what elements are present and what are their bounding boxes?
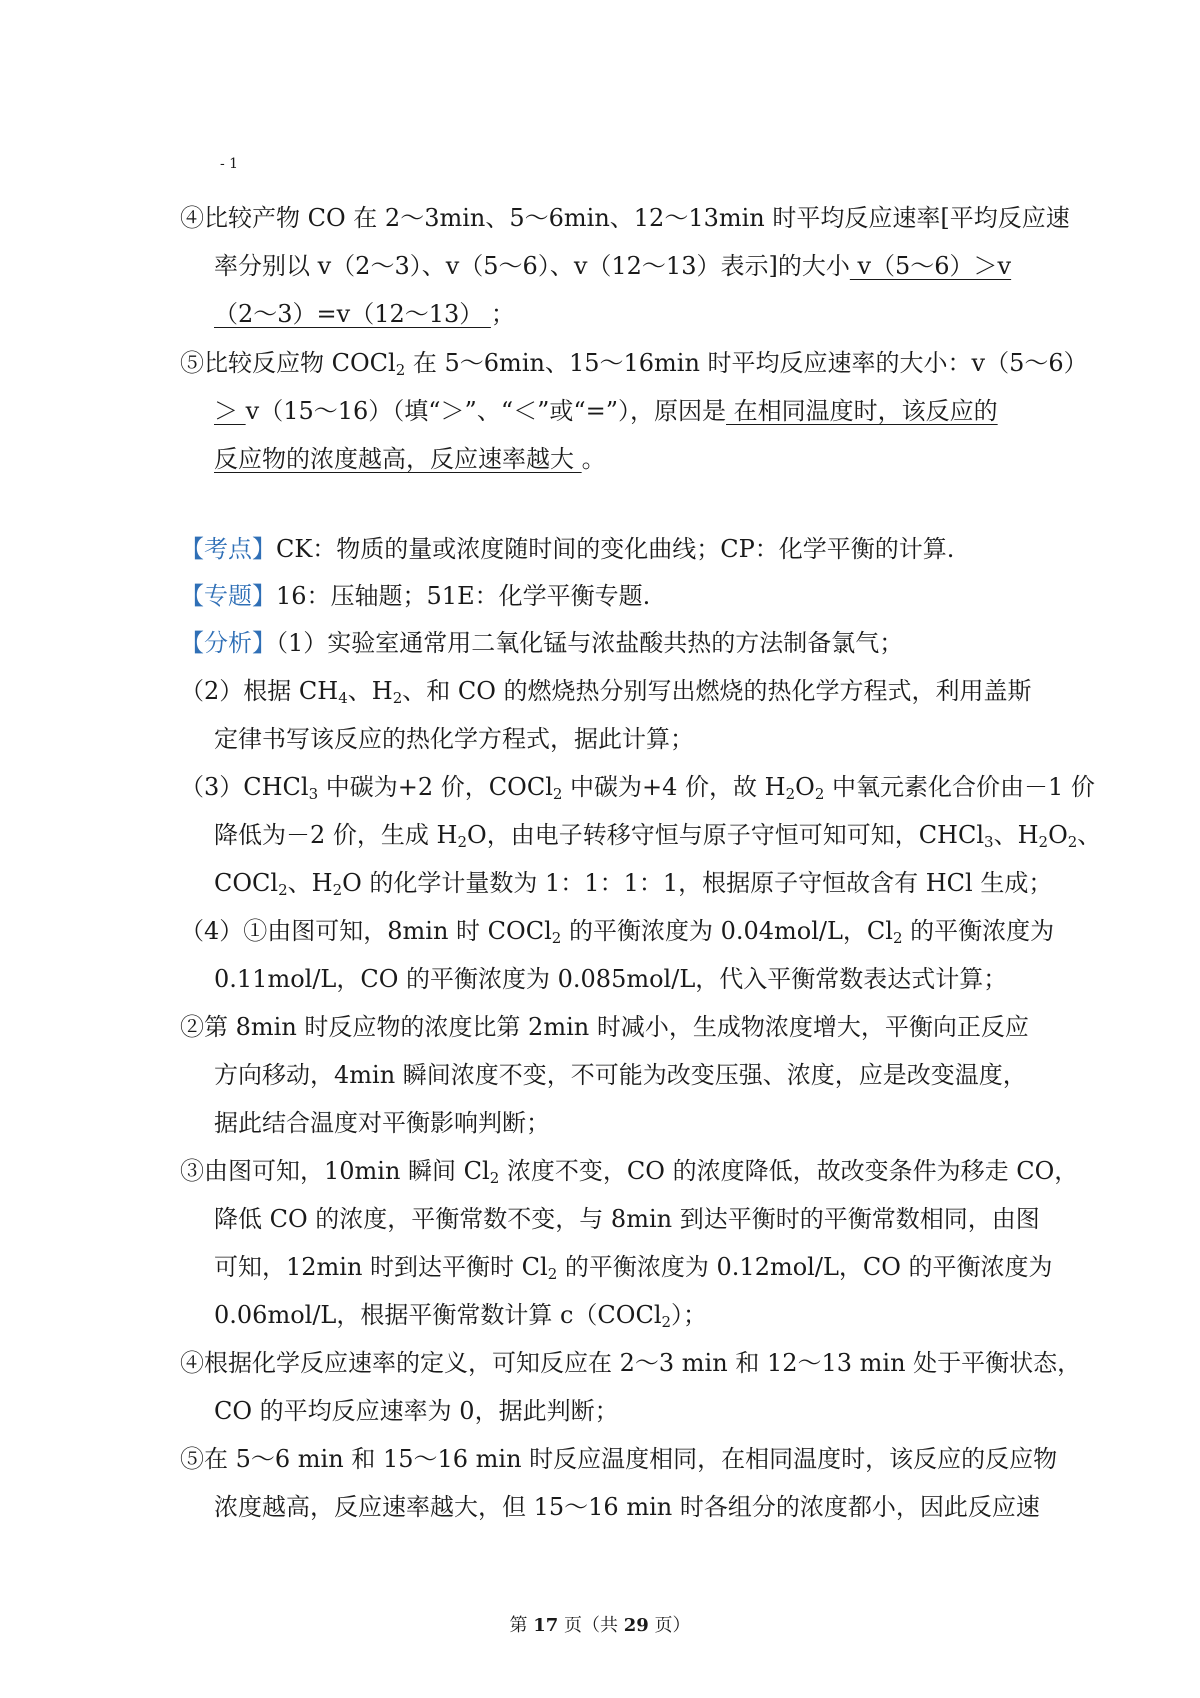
- question-5-line-2: [214, 395, 998, 427]
- text-run: O: [795, 773, 815, 801]
- fenxi-item-7-line-2: CO 的平均反应速率为 0，据此判断；: [214, 1397, 619, 1425]
- text-run: ）；: [671, 1301, 708, 1329]
- question-5-answer-1: ＞: [214, 397, 246, 425]
- text-run: 降低为－2 价，生成 H: [214, 821, 458, 849]
- subscript: 2: [332, 881, 343, 899]
- question-5-answer-2-cont: 反应物的浓度越高，反应速率越大: [214, 445, 582, 473]
- page-fragment: - 1: [220, 156, 239, 172]
- subscript: 2: [395, 361, 406, 379]
- fenxi-item-3-line-3: [214, 867, 1052, 899]
- kaodian-section: [180, 533, 954, 565]
- subscript: 3: [984, 833, 994, 851]
- fenxi-item-6-line-2: 降低 CO 的浓度，平衡常数不变，与 8min 到达平衡时的平衡常数相同，由图: [214, 1205, 1040, 1233]
- fenxi-item-4-line-2: 0.11mol/L，CO 的平衡浓度为 0.085mol/L，代入平衡常数表达式计算；: [214, 965, 1008, 993]
- page-footer: [0, 1614, 1200, 1638]
- text-run: （2）根据 CH: [180, 677, 339, 705]
- text-run: （3）CHCl: [180, 773, 309, 801]
- fenxi-item-5-line-2: 方向移动，4min 瞬间浓度不变，不可能为改变压强、浓度，应是改变温度，: [214, 1061, 1027, 1089]
- zhuanti-text: 16：压轴题；51E：化学平衡专题.: [276, 582, 651, 610]
- subscript: 2: [1038, 833, 1049, 851]
- fenxi-item-3-line-1: [180, 771, 1095, 803]
- footer-text: 页）: [648, 1615, 691, 1636]
- text-run: ⑤比较反应物 COCl: [180, 349, 396, 377]
- text-run: 浓度不变，CO 的浓度降低，故改变条件为移走 CO，: [499, 1157, 1079, 1185]
- subscript: 2: [278, 881, 288, 899]
- subscript: 2: [489, 1169, 500, 1187]
- text-run: 中碳为+4 价，故 H: [562, 773, 786, 801]
- text-run: 的平衡浓度为 0.04mol/L，Cl: [561, 917, 893, 945]
- question-4-answer: v（5～6）＞v: [849, 252, 1012, 280]
- fenxi-item-6-line-3: [214, 1251, 1053, 1283]
- fenxi-item-6-line-1: [180, 1155, 1078, 1187]
- text-run: 可知，12min 时到达平衡时 Cl: [214, 1253, 548, 1281]
- fenxi-item-3-line-2: [214, 819, 1101, 851]
- question-5-end: 。: [581, 445, 606, 473]
- fenxi-item-1: （1）实验室通常用二氧化锰与浓盐酸共热的方法制备氯气；: [276, 629, 904, 657]
- subscript: 2: [392, 689, 403, 707]
- subscript: 3: [308, 785, 319, 803]
- text-run: O 的化学计量数为 1：1：1：1，根据原子守恒故含有 HCl 生成；: [342, 869, 1053, 897]
- question-5-answer-2: 在相同温度时，该反应的: [726, 397, 998, 425]
- kaodian-label: 【考点】: [180, 535, 276, 563]
- question-4-line-3: [214, 298, 515, 330]
- text-run: O，由电子转移守恒与原子守恒可知可知，CHCl: [467, 821, 985, 849]
- question-5-line-3: [214, 443, 606, 475]
- fenxi-item-8-line-2: 浓度越高，反应速率越大，但 15～16 min 时各组分的浓度都小，因此反应速: [214, 1493, 1040, 1521]
- total-pages: 29: [623, 1615, 649, 1636]
- text-run: 在 5～6min、15～16min 时平均反应速率的大小：v（5～6）: [405, 349, 1088, 377]
- fenxi-item-2-line-2: 定律书写该反应的热化学方程式，据此计算；: [214, 725, 694, 753]
- fenxi-item-2-line-1: [180, 675, 1032, 707]
- subscript: 2: [785, 785, 796, 803]
- fenxi-label: 【分析】: [180, 629, 276, 657]
- subscript: 2: [547, 1265, 558, 1283]
- text-run: 的平衡浓度为: [902, 917, 1055, 945]
- subscript: 2: [1067, 833, 1078, 851]
- subscript: 2: [661, 1313, 672, 1331]
- question-5-text: v（15～16）（填“＞”、“＜”或“=”），原因是: [245, 397, 727, 425]
- fenxi-item-5-line-1: ②第 8min 时反应物的浓度比第 2min 时减小，生成物浓度增大，平衡向正反应: [180, 1013, 1029, 1041]
- text-run: ③由图可知，10min 瞬间 Cl: [180, 1157, 490, 1185]
- subscript: 2: [552, 785, 563, 803]
- text-run: 0.06mol/L，根据平衡常数计算 c（COCl: [214, 1301, 662, 1329]
- footer-text: 第: [509, 1615, 534, 1636]
- text-run: 、H: [347, 677, 393, 705]
- subscript: 2: [457, 833, 468, 851]
- question-4-text: 率分别以 v（2～3）、v（5～6）、v（12～13）表示]的大小: [214, 252, 850, 280]
- subscript: 2: [551, 929, 562, 947]
- subscript: 2: [814, 785, 825, 803]
- footer-text: 页（共: [558, 1615, 624, 1636]
- zhuanti-section: [180, 580, 650, 612]
- subscript: 2: [892, 929, 903, 947]
- text-run: O: [1048, 821, 1068, 849]
- fenxi-item-7-line-1: ④根据化学反应速率的定义，可知反应在 2～3 min 和 12～13 min 处于平衡状态，: [180, 1349, 1082, 1377]
- zhuanti-label: 【专题】: [180, 582, 276, 610]
- text-run: COCl: [214, 869, 279, 897]
- page-number: 17: [533, 1615, 559, 1636]
- fenxi-item-6-line-4: [214, 1299, 707, 1331]
- text-run: 、: [1077, 821, 1102, 849]
- question-4-line-2: [214, 250, 1011, 282]
- text-run: 中氧元素化合价由－1 价: [824, 773, 1095, 801]
- text-run: 中碳为+2 价，COCl: [318, 773, 553, 801]
- fenxi-item-8-line-1: ⑤在 5～6 min 和 15～16 min 时反应温度相同，在相同温度时，该反应的反应物: [180, 1445, 1058, 1473]
- text-run: 、和 CO 的燃烧热分别写出燃烧的热化学方程式，利用盖斯: [402, 677, 1032, 705]
- question-4-line-1: ④比较产物 CO 在 2～3min、5～6min、12～13min 时平均反应速率[平均反应速: [180, 204, 1070, 232]
- text-run: 的平衡浓度为 0.12mol/L，CO 的平衡浓度为: [557, 1253, 1053, 1281]
- text-run: （4）①由图可知，8min 时 COCl: [180, 917, 552, 945]
- text-run: 、H: [287, 869, 333, 897]
- fenxi-item-5-line-3: 据此结合温度对平衡影响判断；: [214, 1109, 550, 1137]
- fenxi-section: [180, 627, 903, 659]
- question-4-answer-cont: （2～3）=v（12～13）: [214, 300, 491, 328]
- subscript: 4: [338, 689, 348, 707]
- kaodian-text: CK：物质的量或浓度随时间的变化曲线；CP：化学平衡的计算.: [276, 535, 955, 563]
- text-run: 、H: [993, 821, 1039, 849]
- fenxi-item-4-line-1: [180, 915, 1054, 947]
- question-5-line-1: [180, 347, 1088, 379]
- question-4-end: ；: [490, 300, 515, 328]
